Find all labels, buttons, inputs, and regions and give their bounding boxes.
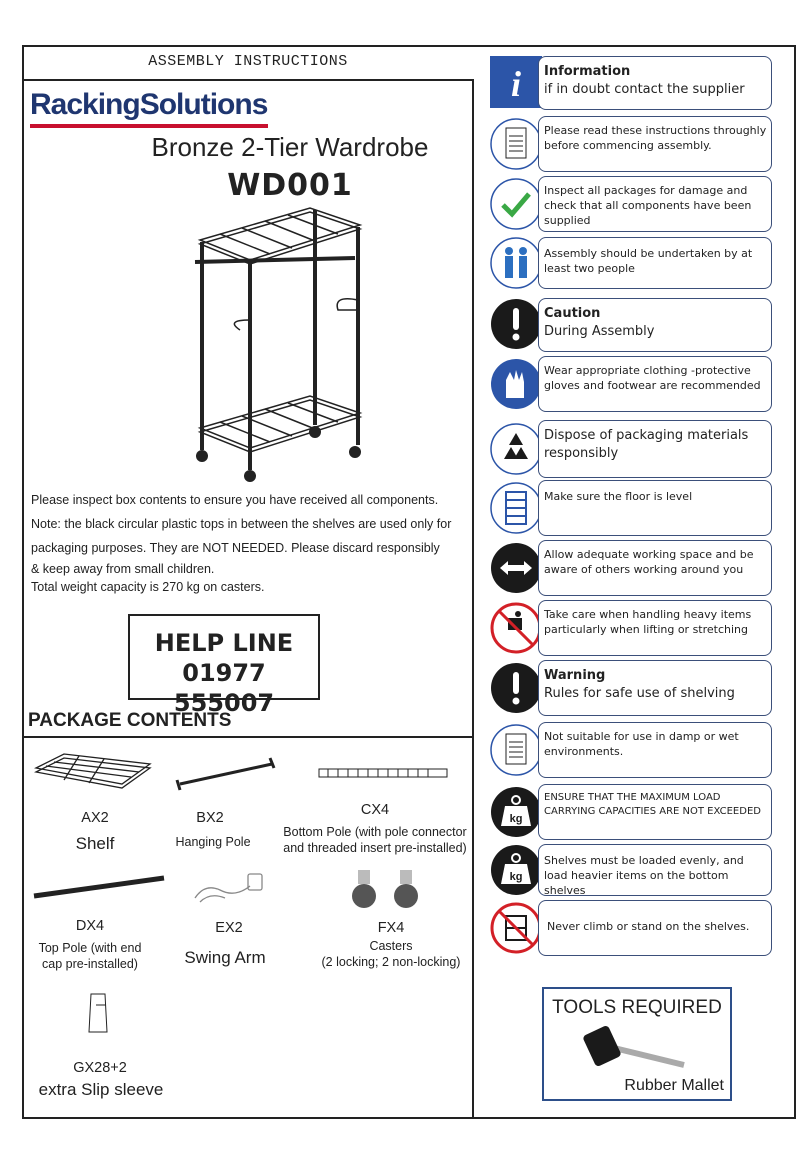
part-name: Swing Arm (184, 948, 266, 967)
logo-underline (30, 124, 268, 128)
top-pole-image (32, 874, 166, 900)
safety-row (490, 56, 772, 110)
document-icon (490, 724, 542, 776)
row-text: Allow adequate working space and be aware of others working around you (538, 540, 772, 596)
helpline-number: 01977 555007 (173, 659, 275, 717)
safety-row (490, 116, 772, 172)
part-code: BX2 (196, 810, 224, 826)
recycle-icon (490, 423, 542, 475)
exclamation-icon (490, 298, 542, 350)
row-text: Not suitable for use in damp or wet environments. (538, 722, 772, 778)
row-text: Shelves must be loaded evenly, and load heavier items on the bottom shelves (538, 844, 772, 896)
part-code: GX28+2 (73, 1060, 127, 1076)
logo-text-1: Racking (30, 88, 140, 121)
checkmark-icon (490, 178, 542, 230)
package-contents-title: PACKAGE CONTENTS (28, 710, 232, 731)
rubber-mallet-image (580, 1025, 690, 1075)
note-line: packaging purposes. They are NOT NEEDED. Please discard responsibly (31, 541, 440, 555)
row-text: Never climb or stand on the shelves. (538, 900, 772, 956)
row-text: Inspect all packages for damage and check that all components have been supplied (538, 176, 772, 232)
part-name: Bottom Pole (with pole connector (283, 825, 467, 839)
weight-icon (490, 844, 542, 896)
exclamation-icon (490, 662, 542, 714)
tool-name: Rubber Mallet (624, 1077, 724, 1094)
notes (31, 488, 471, 596)
row-text: Wear appropriate clothing -protective gloves and footwear are recommended (538, 356, 772, 412)
hanging-pole-image (172, 752, 280, 792)
row-text: Take care when handling heavy items particularly when lifting or stretching (538, 600, 772, 656)
helpline-label: HELP LINE (154, 629, 294, 657)
level-icon (490, 482, 542, 534)
document-icon (490, 118, 542, 170)
note-line: Note: the black circular plastic tops in between the shelves are used only for (31, 517, 452, 531)
row-text: if in doubt contact the supplier (544, 82, 745, 97)
slip-sleeve-image (86, 990, 112, 1036)
note-line: Total weight capacity is 270 kg on casters. (31, 580, 265, 594)
part-code: FX4 (377, 920, 405, 936)
product-code: WD001 (227, 168, 353, 203)
safety-row (490, 784, 772, 840)
product-title: Bronze 2-Tier Wardrobe (151, 132, 429, 162)
safety-row (490, 540, 772, 596)
row-text: Make sure the floor is level (538, 480, 772, 536)
part-name: Casters (369, 939, 413, 953)
safety-row (490, 600, 772, 656)
part-name-line2: and threaded insert pre-installed) (283, 841, 467, 855)
safety-row (490, 237, 772, 289)
safety-row (490, 480, 772, 536)
row-text: Rules for safe use of shelving (544, 686, 735, 701)
part-name: Top Pole (with end (38, 941, 142, 955)
svg-text:i: i (510, 64, 522, 104)
part-name: Hanging Pole (175, 835, 251, 849)
weight-icon (490, 786, 542, 838)
safety-row (490, 722, 772, 778)
row-text: ENSURE THAT THE MAXIMUM LOAD CARRYING CAPACITIES ARE NOT EXCEEDED (538, 784, 772, 840)
logo-text-2: Solutions (139, 88, 268, 121)
bottom-pole-image (318, 766, 450, 780)
row-text: Assembly should be undertaken by at least two people (538, 237, 772, 289)
package-divider (22, 736, 474, 738)
helpline-box (128, 614, 320, 717)
safety-row (490, 900, 772, 956)
note-line: Please inspect box contents to ensure you have received all components. (31, 493, 439, 507)
shelf-image (34, 750, 152, 790)
row-heading: Information (544, 64, 631, 79)
part-name-line2: cap pre-installed) (42, 957, 138, 971)
row-text: During Assembly (544, 324, 655, 339)
part-code: EX2 (215, 920, 243, 936)
part-name-line2: (2 locking; 2 non-locking) (321, 955, 461, 969)
page-header: ASSEMBLY INSTRUCTIONS (22, 45, 474, 81)
swing-arm-image (190, 868, 270, 908)
part-name: Shelf (75, 834, 115, 853)
row-text: Dispose of packaging materials responsibly (538, 420, 772, 478)
note-line: & keep away from small children. (31, 562, 215, 576)
wardrobe-illustration (190, 200, 370, 485)
safety-row (490, 298, 772, 352)
tools-box (542, 987, 732, 1101)
row-heading: Warning (544, 668, 606, 683)
safety-row (490, 660, 772, 716)
two-people-icon (490, 237, 542, 289)
safety-row (490, 420, 772, 478)
casters-image (346, 866, 426, 912)
gloves-icon (490, 358, 542, 410)
safety-row (490, 176, 772, 232)
svg-text:kg: kg (509, 871, 523, 883)
safety-row (490, 356, 772, 412)
row-text: Please read these instructions throughly before commencing assembly. (538, 116, 772, 172)
part-code: AX2 (81, 810, 109, 826)
part-name: extra Slip sleeve (38, 1080, 164, 1099)
tools-title: TOOLS REQUIRED (552, 997, 722, 1018)
safety-row (490, 844, 772, 896)
brand-logo (30, 88, 267, 122)
row-heading: Caution (544, 306, 601, 321)
arrows-icon (490, 542, 542, 594)
info-icon (490, 56, 542, 108)
part-code: CX4 (360, 802, 390, 818)
svg-text:kg: kg (509, 813, 523, 825)
part-code: DX4 (75, 918, 105, 934)
no-climb-icon (490, 902, 542, 954)
heavy-lift-icon (490, 602, 542, 654)
